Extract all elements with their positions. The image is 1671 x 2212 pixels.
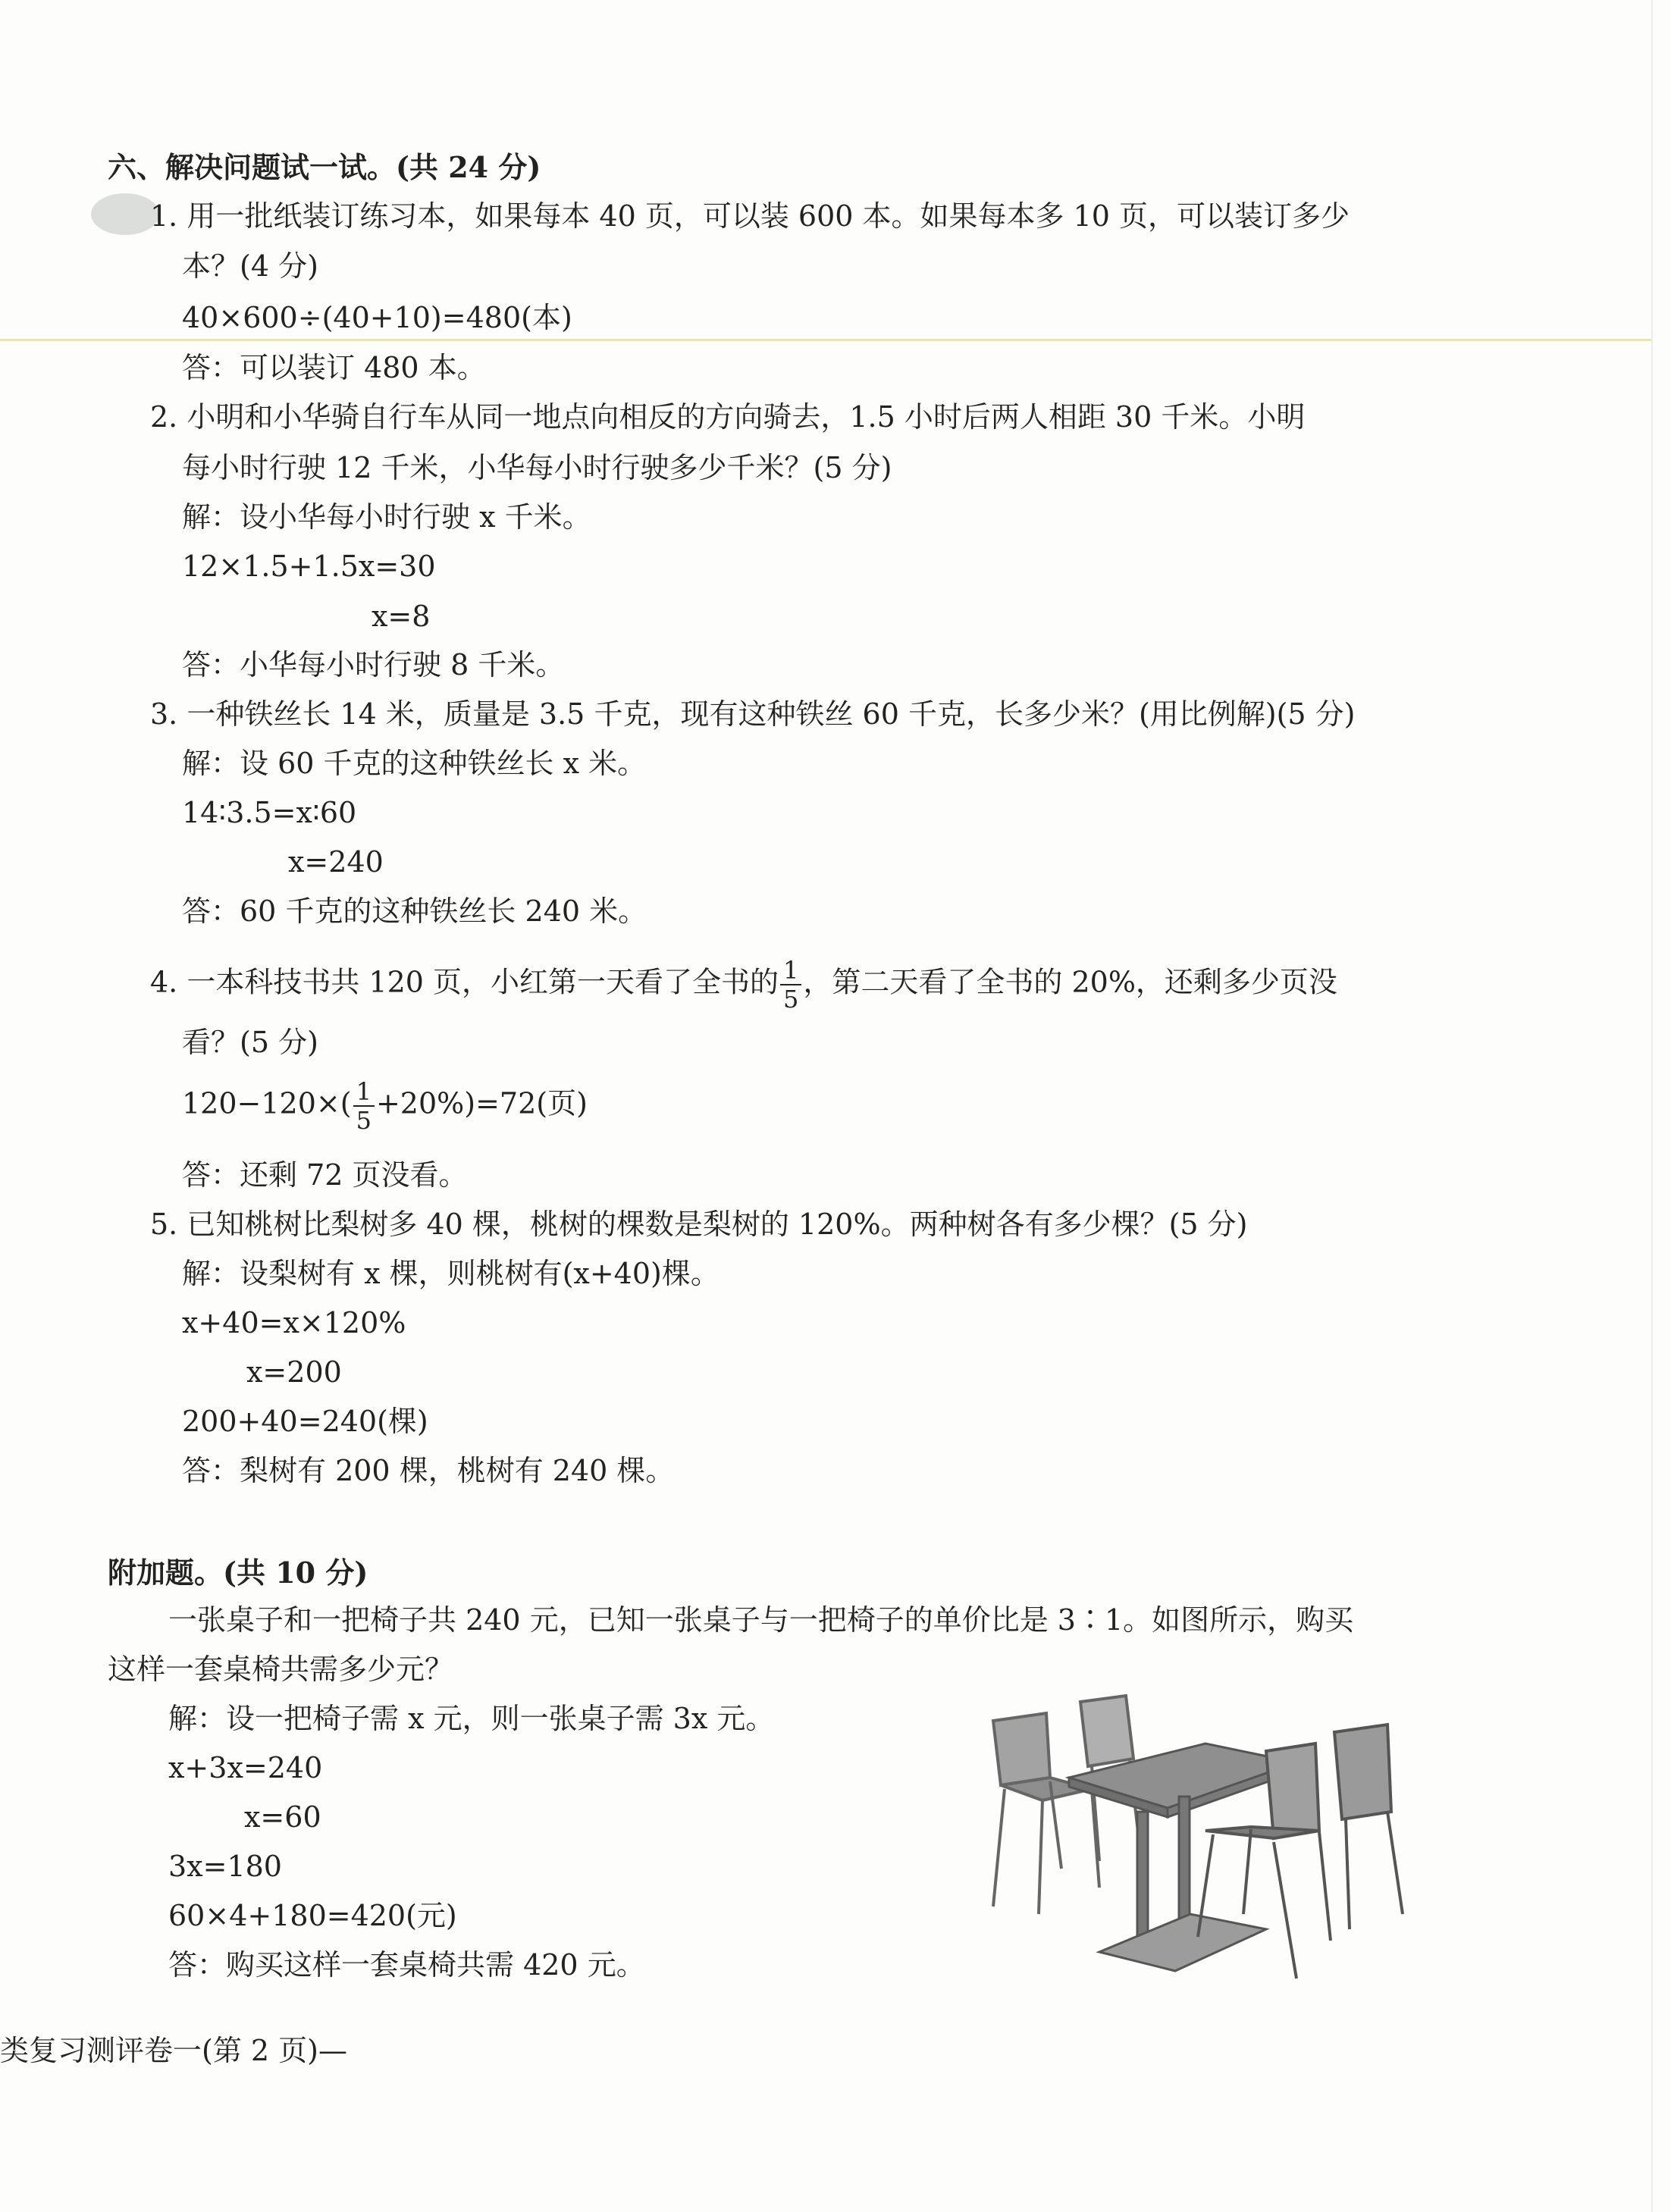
q2-line1: 2. 小明和小华骑自行车从同一地点向相反的方向骑去，1.5 小时后两人相距 30 千米。小明 bbox=[150, 400, 1306, 434]
q4-fraction bbox=[780, 957, 801, 1013]
q5-eq3: 200+40=240(棵) bbox=[182, 1405, 428, 1438]
section-heading: 六、解决问题试一试。(共 24 分) bbox=[108, 150, 541, 184]
chair-back-left bbox=[993, 1713, 1099, 1914]
page-footer: 类复习测评卷一(第 2 页)— bbox=[0, 2034, 347, 2067]
q4-calc-fraction bbox=[353, 1078, 375, 1134]
q1-calc: 40×600÷(40+10)=480(本) bbox=[182, 301, 572, 334]
bonus-eq2: x=60 bbox=[244, 1800, 321, 1834]
q2-answer: 答：小华每小时行驶 8 千米。 bbox=[182, 648, 565, 681]
page-edge bbox=[1651, 0, 1653, 2212]
bonus-eq3: 3x=180 bbox=[168, 1850, 282, 1883]
q4-calc-a: 120−120×( bbox=[182, 1086, 352, 1120]
q4-calc-frac-den: 5 bbox=[356, 1106, 372, 1135]
q4-line1-b: ，第二天看了全书的 20%，还剩多少页没 bbox=[803, 965, 1337, 999]
q5-eq1: x+40=x×120% bbox=[182, 1306, 406, 1339]
q5-setup: 解：设梨树有 x 棵，则桃树有(x+40)棵。 bbox=[182, 1257, 720, 1290]
bonus-eq1: x+3x=240 bbox=[168, 1751, 323, 1784]
table bbox=[1069, 1744, 1296, 1971]
bonus-line1: 一张桌子和一把椅子共 240 元，已知一张桌子与一把椅子的单价比是 3∶1。如图所示，购买 bbox=[168, 1603, 1354, 1637]
q3-eq1: 14∶3.5=x∶60 bbox=[182, 796, 357, 829]
q3-line1: 3. 一种铁丝长 14 米，质量是 3.5 千克，现有这种铁丝 60 千克，长多少米？(用比例解)(5 分) bbox=[150, 697, 1356, 731]
chair-front-right bbox=[1334, 1725, 1403, 1929]
table-chairs-illustration bbox=[978, 1687, 1433, 1990]
q2-eq2: x=8 bbox=[372, 600, 431, 633]
q3-setup: 解：设 60 千克的这种铁丝长 x 米。 bbox=[182, 747, 647, 780]
q4-answer: 答：还剩 72 页没看。 bbox=[182, 1158, 468, 1192]
bonus-heading: 附加题。(共 10 分) bbox=[108, 1556, 368, 1590]
highlighter-line bbox=[0, 339, 1653, 341]
q3-eq2: x=240 bbox=[288, 845, 384, 879]
q5-eq2: x=200 bbox=[246, 1355, 342, 1389]
q2-line2: 每小时行驶 12 千米，小华每小时行驶多少千米？(5 分) bbox=[182, 451, 892, 484]
q1-answer: 答：可以装订 480 本。 bbox=[182, 351, 486, 384]
q4-line1 bbox=[150, 957, 1337, 1013]
q4-line1-a: 4. 一本科技书共 120 页，小红第一天看了全书的 bbox=[150, 965, 779, 999]
q1-line2: 本？(4 分) bbox=[182, 249, 318, 283]
scan-smudge bbox=[91, 193, 159, 235]
q5-line1: 5. 已知桃树比梨树多 40 棵，桃树的棵数是梨树的 120%。两种树各有多少棵？(5 分) bbox=[150, 1208, 1248, 1241]
q4-calc-b: +20%)=72(页) bbox=[375, 1086, 588, 1120]
q4-frac-den: 5 bbox=[783, 985, 799, 1014]
q2-setup: 解：设小华每小时行驶 x 千米。 bbox=[182, 500, 591, 534]
q4-frac-num: 1 bbox=[780, 957, 801, 985]
bonus-answer: 答：购买这样一套桌椅共需 420 元。 bbox=[168, 1948, 645, 1982]
q4-calc bbox=[182, 1078, 588, 1134]
bonus-setup: 解：设一把椅子需 x 元，则一张桌子需 3x 元。 bbox=[168, 1702, 775, 1735]
q4-calc-frac-num: 1 bbox=[353, 1078, 375, 1107]
q2-eq1: 12×1.5+1.5x=30 bbox=[182, 550, 436, 583]
q3-answer: 答：60 千克的这种铁丝长 240 米。 bbox=[182, 895, 647, 928]
q5-answer: 答：梨树有 200 棵，桃树有 240 棵。 bbox=[182, 1454, 675, 1487]
bonus-line2: 这样一套桌椅共需多少元？ bbox=[108, 1653, 454, 1686]
q4-line2: 看？(5 分) bbox=[182, 1026, 318, 1059]
q1-line1: 1. 用一批纸装订练习本，如果每本 40 页，可以装 600 本。如果每本多 10 页，可以装订多少 bbox=[150, 199, 1350, 233]
bonus-eq4: 60×4+180=420(元) bbox=[168, 1899, 457, 1932]
